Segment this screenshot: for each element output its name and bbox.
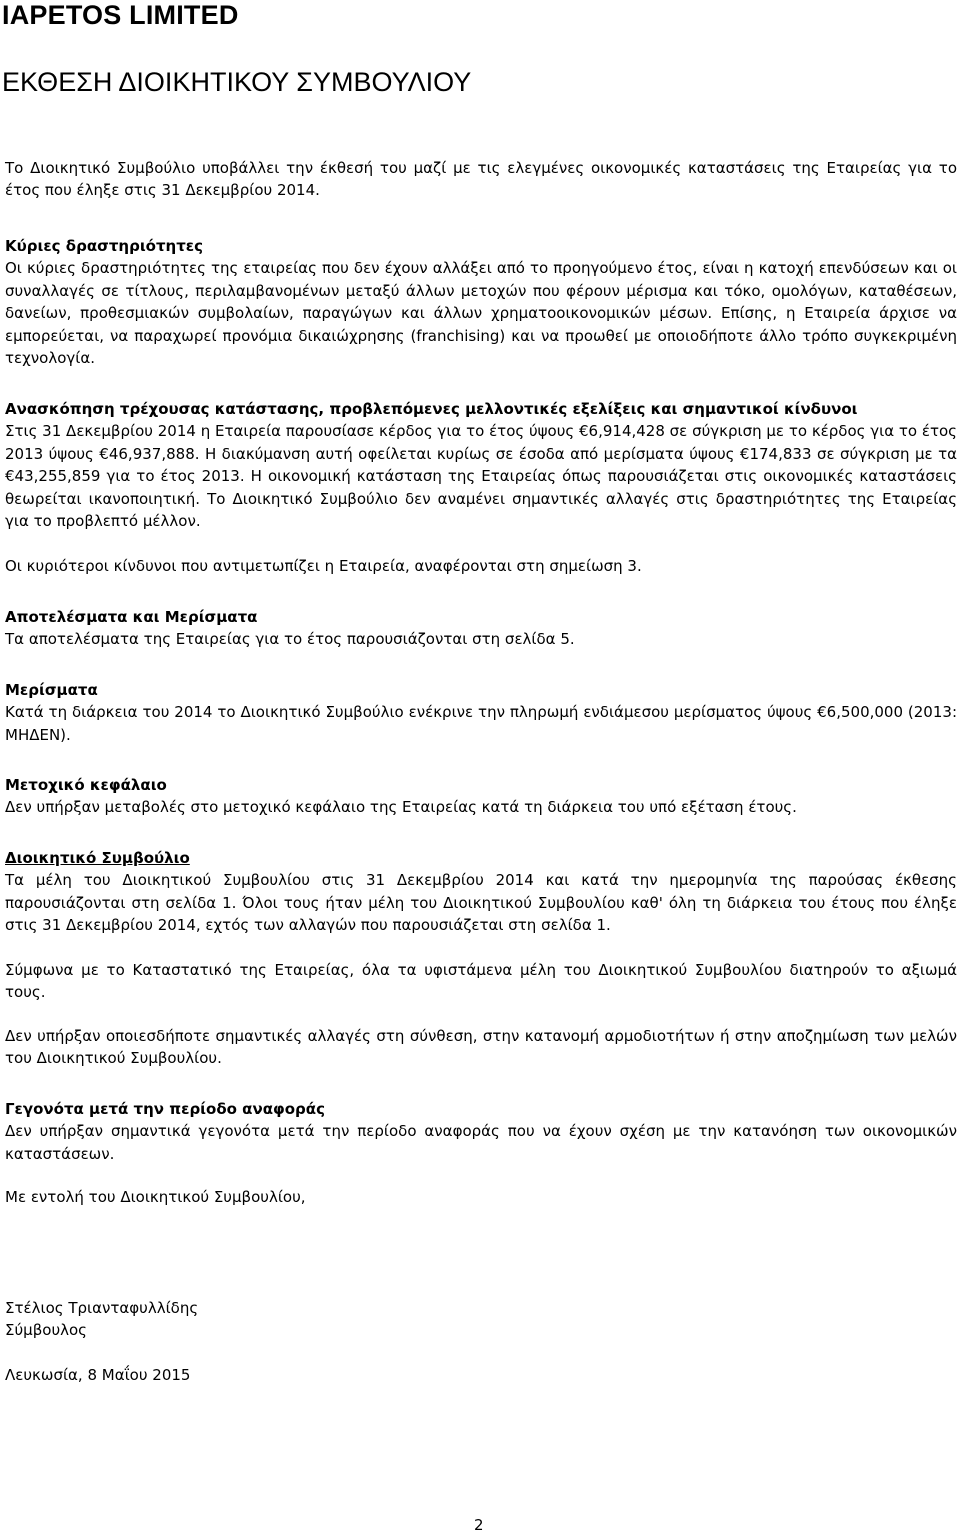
closing-line: Με εντολή του Διοικητικού Συμβουλίου, (5, 1188, 306, 1206)
dividends-section (5, 679, 957, 746)
main-activities-section (5, 235, 957, 369)
dividends-paragraph: Κατά τη διάρκεια του 2014 το Διοικητικό Συμβούλιο ενέκρινε την πληρωμή ενδιάμεσου μερίσματος ύψους €6,500,000 (2013: ΜΗΔΕΝ). (5, 703, 957, 744)
main-activities-heading: Κύριες δραστηριότητες (5, 237, 204, 255)
review-paragraph: Στις 31 Δεκεμβρίου 2014 η Εταιρεία παρουσίασε κέρδος για το έτος ύψους €6,914,428 σε σύγκριση με το κέρδος για το έτος 2013 ύψους €46,937,888. Η διακύμανση αυτή οφείλεται κυρίως σε έσοδα από μερίσματα ύψους €174,833 σε σύγκριση με τα €43,255,859 για το έτος 2013. Η οικονομική κατάσταση της Εταιρείας όπως παρουσιάζεται στις οικονομικές καταστάσεις θεωρείται ικανοποιητική. Το Διοικητικό Συμβούλιο δεν αναμένει σημαντικές αλλαγές στις δραστηριότητες της Εταιρείας για το προβλεπτό μέλλον. (5, 422, 957, 531)
review-heading: Ανασκόπηση τρέχουσας κατάστασης, προβλεπόμενες μελλοντικές εξελίξεις και σημαντικοί κίνδυνοι (5, 400, 858, 418)
board-paragraph-3: Δεν υπήρξαν οποιεσδήποτε σημαντικές αλλαγές στη σύνθεση, στην κατανομή αρμοδιοτήτων ή στην αποζημίωση των μελών του Διοικητικού Συμβουλίου. (5, 1027, 957, 1068)
board-heading: Διοικητικό Συμβούλιο (5, 849, 190, 867)
events-paragraph: Δεν υπήρξαν σημαντικά γεγονότα μετά την περίοδο αναφοράς που να έχουν σχέση με την κατανόηση των οικονομικών καταστάσεων. (5, 1122, 957, 1163)
closing-section (5, 1186, 957, 1208)
risks-section (5, 555, 957, 577)
board-paragraph-2: Σύμφωνα με το Καταστατικό της Εταιρείας, όλα τα υφιστάμενα μέλη του Διοικητικού Συμβουλίου διατηρούν το αξιωμά τους. (5, 961, 957, 1002)
share-capital-paragraph: Δεν υπήρξαν μεταβολές στο μετοχικό κεφάλαιο της Εταιρείας κατά τη διάρκεια του υπό εξέταση έτους. (5, 798, 797, 817)
intro-paragraph: Το Διοικητικό Συμβούλιο υποβάλλει την έκθεσή του μαζί με τις ελεγμένες οικονομικές καταστάσεις της Εταιρείας για το έτος που έληξε στις 31 Δεκεμβρίου 2014. (5, 159, 957, 200)
dividends-heading: Μερίσματα (5, 681, 98, 699)
results-section (5, 606, 957, 651)
review-section (5, 398, 957, 532)
risks-paragraph: Οι κυριότεροι κίνδυνοι που αντιμετωπίζει η Εταιρεία, αναφέρονται στη σημείωση 3. (5, 557, 642, 575)
company-name: IAPETOS LIMITED (2, 0, 239, 30)
board-statute-section (5, 959, 957, 1004)
signatory-role: Σύμβουλος (5, 1321, 87, 1340)
place-date-block (5, 1364, 605, 1386)
share-capital-heading: Μετοχικό κεφάλαιο (5, 776, 167, 794)
board-paragraph-1: Τα μέλη του Διοικητικού Συμβουλίου στις 31 Δεκεμβρίου 2014 και κατά την ημερομηνία της παρούσας έκθεσης παρουσιάζονται στη σελίδα 1. Όλοι τους ήταν μέλη του Διοικητικού Συμβουλίου καθ' όλη τη διάρκεια του έτους που έληξε στις 31 Δεκεμβρίου 2014, εχτός των αλλαγών που παρουσιάζεται στη σελίδα 1. (5, 871, 957, 935)
events-heading: Γεγονότα μετά την περίοδο αναφοράς (5, 1100, 325, 1118)
place-date: Λευκωσία, 8 Μαΐου 2015 (5, 1366, 191, 1384)
results-heading: Αποτελέσματα και Μερίσματα (5, 608, 258, 626)
intro-section (5, 157, 957, 202)
signature-block (5, 1297, 605, 1342)
share-capital-section (5, 774, 957, 819)
signatory-name: Στέλιος Τριανταφυλλίδης (5, 1299, 199, 1317)
board-section (5, 847, 957, 937)
report-title: ΕΚΘΕΣΗ ΔΙΟΙΚΗΤΙΚΟΥ ΣΥΜΒΟΥΛΙΟΥ (2, 67, 472, 97)
events-section (5, 1098, 957, 1165)
main-activities-paragraph: Οι κύριες δραστηριότητες της εταιρείας που δεν έχουν αλλάξει από το προηγούμενο έτος, είναι η κατοχή επενδύσεων και οι συναλλαγές σε τίτλους, περιλαμβανομένων μεταξύ άλλων μετοχών που φέρουν μέρισμα και τόκο, ομολόγων, καταθέσεων, δανείων, προθεσμιακών συμβολαίων, παραγώγων και άλλων χρηματοοικονομικών μέσων. Επίσης, η Εταιρεία άρχισε να εμπορεύεται, να παραχωρεί προνόμια δικαιώχρησης (franchising) και να προωθεί με οποιοδήποτε άλλο τρόπο συγκεκριμένη τεχνολογία. (5, 259, 957, 368)
results-paragraph: Τα αποτελέσματα της Εταιρείας για το έτος παρουσιάζονται στη σελίδα 5. (5, 630, 575, 649)
board-changes-section (5, 1025, 957, 1070)
page-number: 2 (474, 1516, 484, 1534)
